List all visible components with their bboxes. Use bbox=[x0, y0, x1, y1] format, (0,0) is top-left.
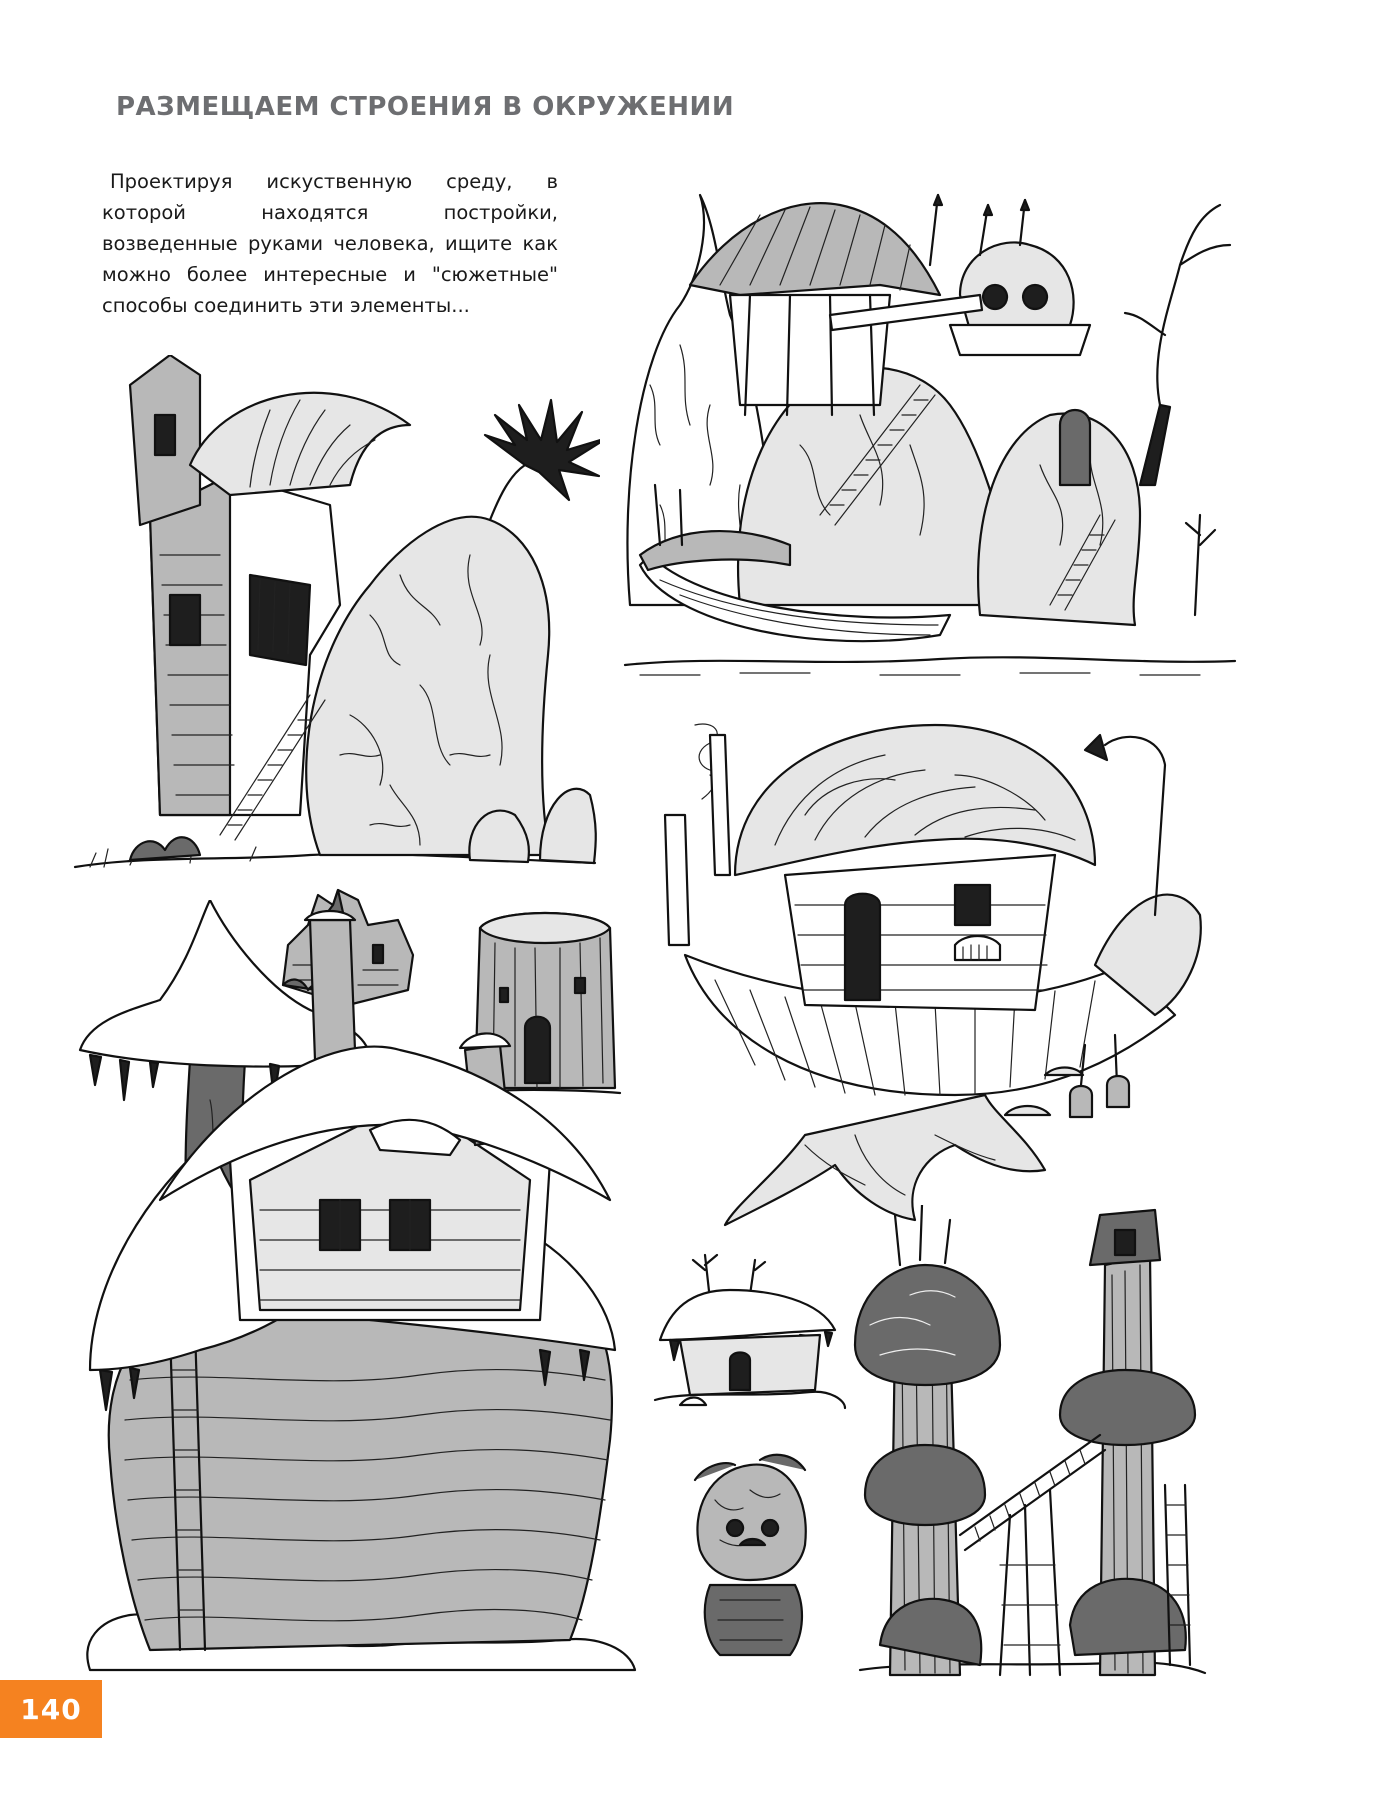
snowy-cabin-illustration bbox=[70, 900, 640, 1680]
page-number: 140 bbox=[20, 1692, 82, 1726]
small-snow-hut-illustration bbox=[650, 1250, 850, 1415]
flying-boat-house-illustration bbox=[655, 715, 1215, 1230]
page-title: РАЗМЕЩАЕМ СТРОЕНИЯ В ОКРУЖЕНИИ bbox=[116, 92, 735, 122]
cliff-village-with-boat-illustration bbox=[620, 185, 1240, 680]
house-on-rock-illustration bbox=[70, 355, 600, 875]
nest-towers-illustration bbox=[850, 1205, 1210, 1680]
page-number-badge bbox=[0, 1680, 102, 1738]
intro-paragraph: Проектируя искуственную среду, в которой находятся постройки, возведенные руками человека, ищите как можно более интересные и "сюжетные" способы соединить эти элементы... bbox=[102, 170, 558, 317]
mossy-creature-house-illustration bbox=[680, 1440, 820, 1665]
